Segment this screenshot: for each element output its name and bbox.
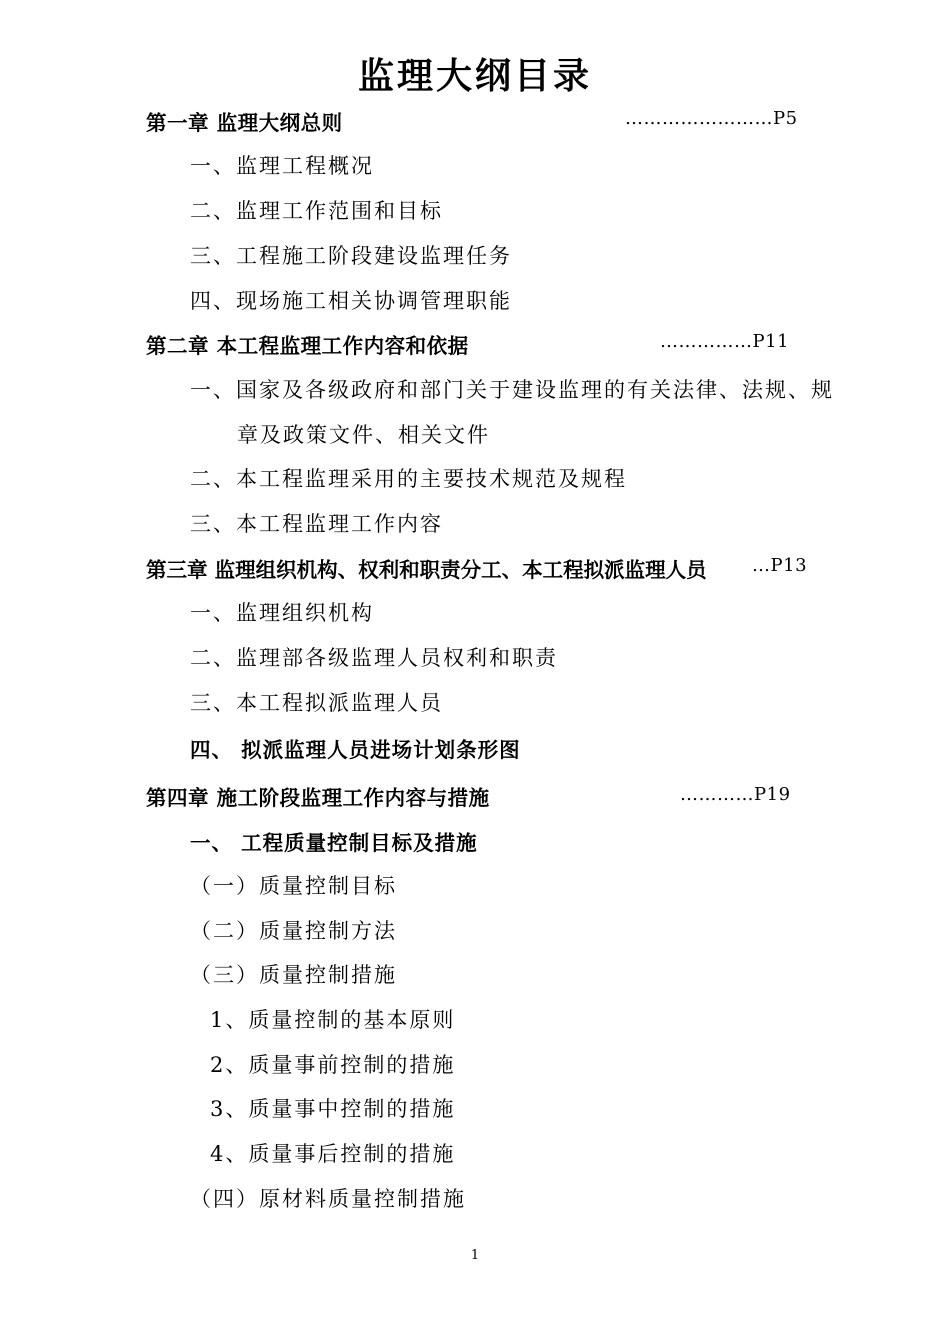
toc-subitem: （四）原材料质量控制措施 bbox=[190, 1187, 466, 1211]
chapter-3-heading: 第三章 监理组织机构、权利和职责分工、本工程拟派监理人员 bbox=[146, 558, 707, 582]
toc-item-continuation: 章及政策文件、相关文件 bbox=[237, 423, 490, 447]
toc-item: 二、本工程监理采用的主要技术规范及规程 bbox=[190, 467, 627, 491]
toc-subitem: （二）质量控制方法 bbox=[190, 919, 397, 943]
chapter-1-page-ref: ……………………P5 bbox=[625, 108, 798, 129]
chapter-2-heading: 第二章 本工程监理工作内容和依据 bbox=[146, 334, 469, 358]
page-number: 1 bbox=[470, 1248, 480, 1263]
toc-item: 四、现场施工相关协调管理职能 bbox=[190, 289, 512, 313]
chapter-3-page-ref: …P13 bbox=[752, 555, 808, 576]
document-title: 监理大纲目录 bbox=[357, 56, 592, 97]
toc-item: 一、监理组织机构 bbox=[190, 601, 374, 625]
toc-item: 二、监理部各级监理人员权利和职责 bbox=[190, 646, 558, 670]
toc-subitem: （一）质量控制目标 bbox=[190, 874, 397, 898]
toc-item: 一、监理工程概况 bbox=[190, 154, 374, 178]
toc-section-bold: 一、 工程质量控制目标及措施 bbox=[190, 831, 478, 855]
chapter-1-heading: 第一章 监理大纲总则 bbox=[146, 111, 343, 135]
toc-subitem: （三）质量控制措施 bbox=[190, 963, 397, 987]
toc-item: 三、工程施工阶段建设监理任务 bbox=[190, 244, 512, 268]
toc-subsubitem: 2、质量事前控制的措施 bbox=[210, 1053, 456, 1077]
toc-subsubitem: 3、质量事中控制的措施 bbox=[210, 1097, 456, 1121]
chapter-2-page-ref: ……………P11 bbox=[660, 331, 790, 352]
chapter-4-heading: 第四章 施工阶段监理工作内容与措施 bbox=[146, 786, 490, 810]
chapter-4-page-ref: …………P19 bbox=[680, 784, 791, 805]
toc-item: 二、监理工作范围和目标 bbox=[190, 199, 443, 223]
toc-item: 三、本工程监理工作内容 bbox=[190, 512, 443, 536]
toc-item: 一、国家及各级政府和部门关于建设监理的有关法律、法规、规 bbox=[190, 378, 834, 402]
toc-subsubitem: 1、质量控制的基本原则 bbox=[210, 1008, 456, 1032]
toc-subsubitem: 4、质量事后控制的措施 bbox=[210, 1142, 456, 1166]
toc-item: 三、本工程拟派监理人员 bbox=[190, 691, 443, 715]
toc-item-bold: 四、 拟派监理人员进场计划条形图 bbox=[190, 738, 521, 762]
